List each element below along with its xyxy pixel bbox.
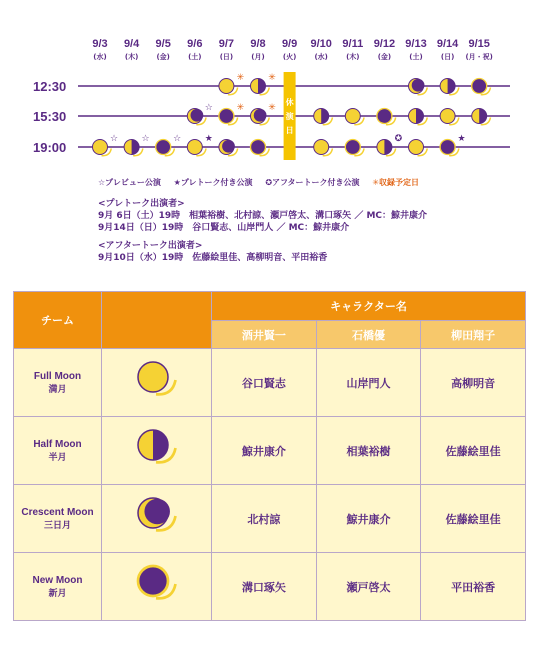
weekday-label: (水) [314, 53, 328, 61]
full-moon-icon [134, 358, 180, 404]
date-label: 9/15 [468, 38, 490, 50]
team-name-jp: 満月 [48, 384, 67, 395]
date-label: 9/13 [405, 38, 427, 50]
weekday-label: (金) [377, 53, 392, 61]
performance-mark: ☆ [109, 134, 119, 144]
performance-mark: ☆ [141, 134, 150, 144]
full-moon-icon [138, 362, 176, 394]
weekday-label: (土) [188, 53, 202, 61]
team-row [14, 349, 526, 417]
cast-cell: 高柳明音 [421, 349, 526, 417]
crescent-moon-icon [138, 498, 176, 530]
weekday-label: (木) [124, 53, 139, 61]
pretalk-cast-title: <プレトーク出演者> [98, 199, 185, 209]
holiday-label: 演 [285, 112, 294, 121]
team-row [14, 417, 526, 485]
legend-pretalk: ★プレトーク付き公演 [173, 178, 253, 187]
cast-cell: 佐藤絵里佳 [421, 485, 526, 553]
date-label: 9/9 [281, 38, 298, 50]
new-moon-icon [134, 562, 180, 608]
new-moon-icon [138, 566, 176, 598]
weekday-label: (金) [156, 53, 170, 61]
pretalk-cast-line: 9月14日（日）19時 谷口賢志、山岸門人 ／ MC：鯨井康介 [98, 223, 350, 233]
holiday-label: 休 [285, 98, 294, 107]
schedule-legend [98, 177, 429, 188]
aftertalk-cast-title: <アフタートーク出演者> [98, 241, 203, 251]
team-row [14, 553, 526, 621]
team-name: Full Moon [33, 370, 82, 382]
weekday-label: (日) [440, 53, 455, 61]
time-label: 15:30 [33, 109, 67, 124]
date-label: 9/8 [250, 38, 266, 50]
team-name: Crescent Moon [21, 506, 94, 518]
performance-mark: ☆ [173, 134, 182, 144]
team-name: Half Moon [33, 438, 82, 450]
cast-cell: 谷口賢志 [212, 349, 317, 417]
performance-mark: ★ [457, 134, 466, 144]
cast-cell: 北村諒 [212, 485, 317, 553]
weekday-label: (土) [409, 53, 423, 61]
time-label: 12:30 [33, 79, 67, 94]
cast-cell: 平田裕香 [421, 553, 526, 621]
date-label: 9/3 [92, 38, 108, 50]
half-moon-icon [134, 426, 180, 472]
cast-cell: 鯨井康介 [212, 417, 317, 485]
pretalk-cast-line: 9月 6日（土）19時 相葉裕樹、北村諒、瀬戸啓太、溝口琢矢 ／ MC：鯨井康介 [98, 211, 428, 221]
team-name-jp: 半月 [48, 452, 67, 463]
weekday-label: (木) [346, 53, 360, 61]
character-name: 柳田翔子 [421, 321, 526, 349]
weekday-label: (月・祝) [465, 53, 493, 61]
performance-mark: ☆ [204, 103, 213, 113]
weekday-label: (月) [251, 53, 265, 61]
cast-cell: 鯨井康介 [316, 485, 421, 553]
date-label: 9/5 [155, 38, 171, 50]
weekday-label: (日) [219, 53, 234, 61]
date-label: 9/14 [436, 38, 459, 50]
cast-cell: 相葉裕樹 [316, 417, 421, 485]
team-table [13, 291, 526, 621]
team-header: チーム [14, 292, 102, 349]
date-label: 9/6 [187, 38, 203, 50]
legend-recording: ✳収録予定日 [372, 178, 419, 187]
date-label: 9/4 [123, 38, 140, 50]
performance-schedule [0, 0, 540, 175]
legend-preview: ☆プレビュー公演 [98, 178, 161, 187]
performance-mark: ★ [204, 134, 213, 144]
performance-mark: ✳ [268, 103, 276, 113]
cast-cell: 溝口琢矢 [212, 553, 317, 621]
performance-mark: ✪ [394, 134, 403, 144]
time-label: 19:00 [33, 140, 67, 155]
weekday-label: (水) [93, 53, 107, 61]
half-moon-icon [138, 430, 176, 462]
team-name: New Moon [32, 574, 83, 586]
legend-aftertalk: ✪アフタートーク付き公演 [265, 178, 360, 187]
cast-cell: 山岸門人 [316, 349, 421, 417]
weekday-label: (火) [282, 53, 297, 61]
character-name: 酒井賢一 [212, 321, 317, 349]
team-name-jp: 新月 [48, 588, 67, 599]
cast-cell: 瀬戸啓太 [316, 553, 421, 621]
character-header: キャラクター名 [212, 292, 526, 321]
performance-mark: ✳ [236, 73, 245, 83]
icon-header [102, 292, 212, 349]
date-label: 9/7 [218, 38, 235, 50]
date-label: 9/10 [310, 38, 332, 50]
character-name: 石橋優 [316, 321, 421, 349]
team-row [14, 485, 526, 553]
holiday-label: 日 [285, 126, 294, 135]
performance-mark: ✳ [236, 103, 245, 113]
cast-cell: 佐藤絵里佳 [421, 417, 526, 485]
date-label: 9/12 [373, 38, 396, 50]
team-name-jp: 三日月 [43, 520, 71, 531]
aftertalk-cast-line: 9月10日（水）19時 佐藤絵里佳、高柳明音、平田裕香 [98, 253, 328, 263]
crescent-moon-icon [134, 494, 180, 540]
date-label: 9/11 [342, 38, 364, 50]
performance-mark: ✳ [268, 73, 276, 83]
